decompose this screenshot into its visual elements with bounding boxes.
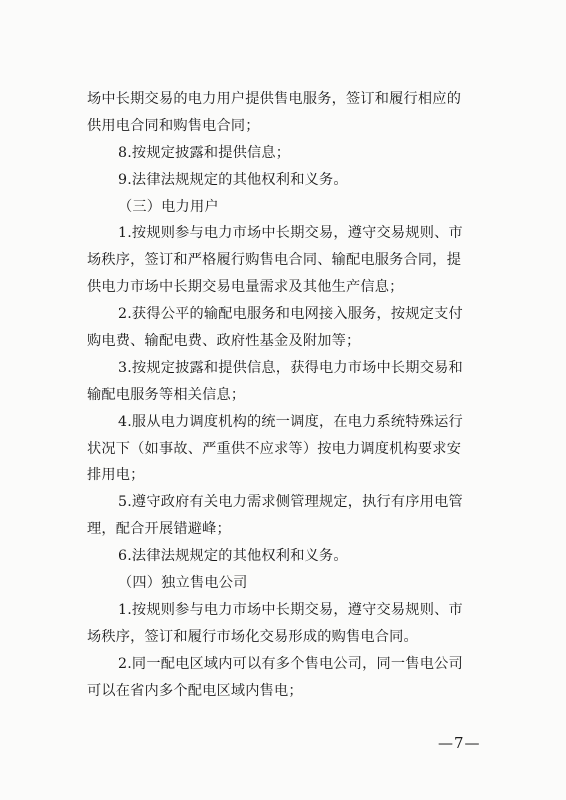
list-item: 8.按规定披露和提供信息； [118, 144, 291, 161]
text-line: 场秩序，签订和严格履行购售电合同、输配电服务合同，提 [87, 252, 462, 269]
text-line: 状况下（如事故、严重供不应求等）按电力调度机构要求安 [87, 440, 462, 457]
text-line: 输配电服务等相关信息； [87, 386, 246, 403]
list-item: 3.按规定披露和提供信息，获得电力市场中长期交易和 [118, 359, 463, 376]
document-body [87, 86, 487, 704]
list-item: 2.获得公平的输配电服务和电网接入服务，按规定支付 [118, 306, 463, 323]
list-item: 1.按规则参与电力市场中长期交易，遵守交易规则、市 [118, 601, 463, 618]
text-line: 供用电合同和购售电合同； [87, 117, 260, 134]
list-item: 1.按规则参与电力市场中长期交易，遵守交易规则、市 [118, 225, 463, 242]
page-number: —7— [438, 734, 481, 752]
list-item: 2.同一配电区域内可以有多个售电公司，同一售电公司 [118, 655, 463, 672]
text-line: 排用电； [87, 467, 145, 484]
list-item: 6.法律法规规定的其他权利和义务。 [118, 548, 348, 565]
text-line: 供电力市场中长期交易电量需求及其他生产信息； [87, 279, 404, 296]
text-line: 场中长期交易的电力用户提供售电服务，签订和履行相应的 [87, 91, 462, 107]
list-item: 4.服从电力调度机构的统一调度，在电力系统特殊运行 [118, 413, 463, 430]
list-item: 5.遵守政府有关电力需求侧管理规定，执行有序用电管 [118, 494, 463, 511]
text-line: 购电费、输配电费、政府性基金及附加等； [87, 333, 361, 350]
text-line: 可以在省内多个配电区域内售电； [87, 682, 303, 699]
section-heading: （三）电力用户 [118, 198, 219, 215]
section-heading: （四）独立售电公司 [118, 575, 248, 592]
list-item: 9.法律法规规定的其他权利和义务。 [118, 171, 348, 188]
text-line: 理，配合开展错避峰； [87, 521, 231, 538]
text-line: 场秩序，签订和履行市场化交易形成的购售电合同。 [87, 628, 418, 645]
